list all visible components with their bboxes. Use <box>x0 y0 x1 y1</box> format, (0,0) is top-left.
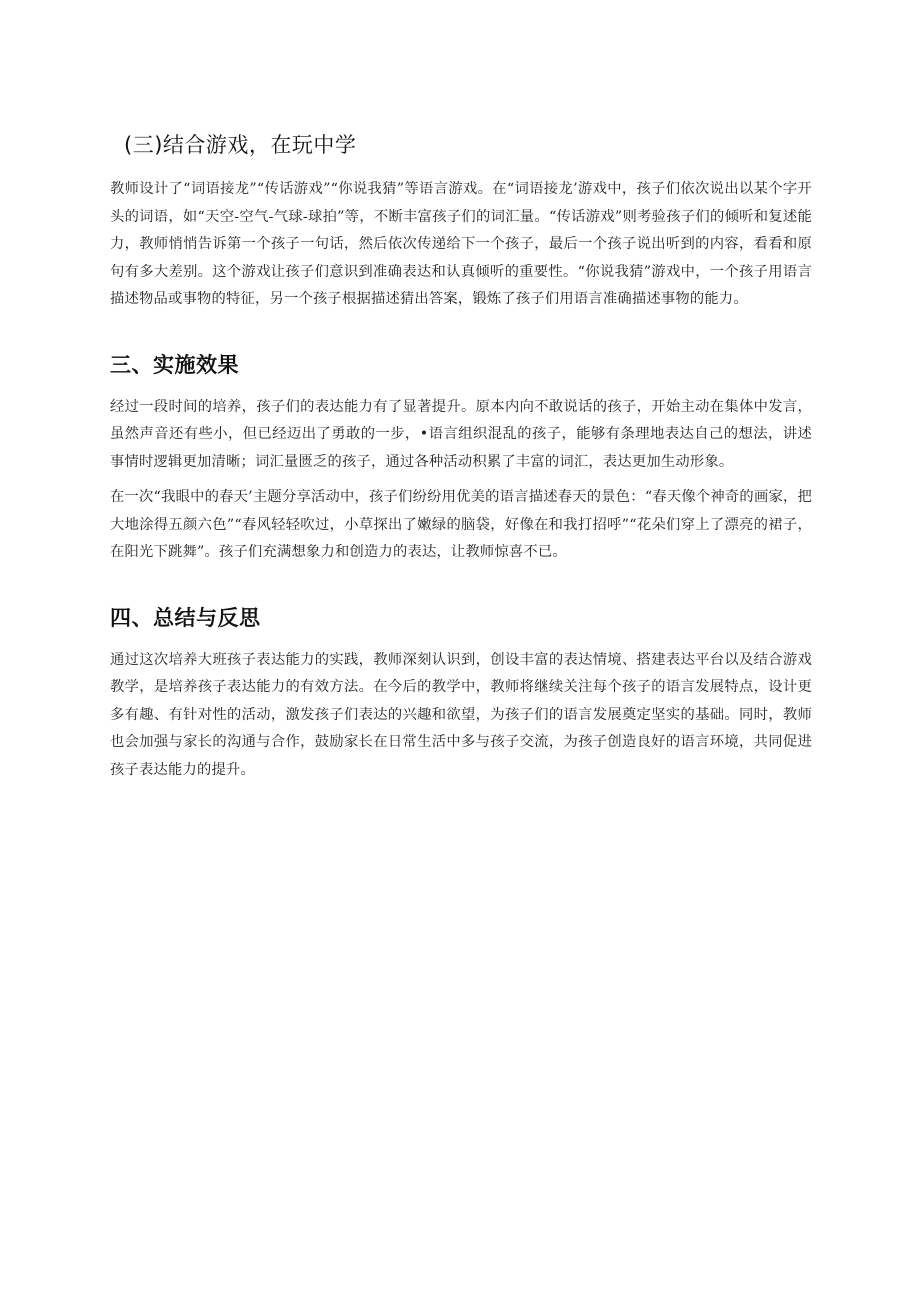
paragraph-spring-sharing: 在一次“我眼中的春天’主题分享活动中，孩子们纷纷用优美的语言描述春天的景色：“春天像个神奇的画家，把大地涂得五颜六色”“春风轻轻吹过，小草探出了嫩绿的脑袋，好像在和我打招呼”“花朵们穿上了漂亮的裙子，在阳光下跳舞”。孩子们充满想象力和创造力的表达，让教师惊喜不已。 <box>110 489 812 560</box>
paragraph-language-games: 教师设计了“词语接龙”“传话游戏”“你说我猜”等语言游戏。在“词语接龙’游戏中，孩子们依次说出以某个字开头的词语，如“天空-空气-气球-球拍”等，不断丰富孩子们的词汇量。“传话游戏”则考验孩子们的倾听和复述能力，教师悄悄告诉第一个孩子一句话，然后依次传递给下一个孩子，最后一个孩子说出听到的内容，看看和原句有多大差别。这个游戏让孩子们意识到准确表达和认真倾听的重要性。“你说我猜”游戏中，一个孩子用语言描述物品或事物的特征，另一个孩子根据描述猜出答案，锻炼了孩子们用语言准确描述事物的能力。 <box>110 181 812 307</box>
document-page <box>110 130 812 784</box>
section-heading-combine-games: (三)结合游戏，在玩中学 <box>124 133 357 157</box>
section-heading-implementation-effect: 三、实施效果 <box>110 352 239 377</box>
paragraph-summary: 通过这次培养大班孩子表达能力的实践，教师深刻认识到，创设丰富的表达情境、搭建表达平台以及结合游戏教学，是培养孩子表达能力的有效方法。在今后的教学中，教师将继续关注每个孩子的语言发展特点，设计更多有趣、有针对性的活动，激发孩子们表达的兴趣和欲望，为孩子们的语言发展奠定坚实的基础。同时，教师也会加强与家长的沟通与合作，鼓励家长在日常生活中多与孩子交流，为孩子创造良好的语言环境，共同促进孩子表达能力的提升。 <box>110 651 812 778</box>
section-heading-summary-reflection: 四、总结与反思 <box>110 605 261 630</box>
paragraph-expression-improvement: 经过一段时间的培养，孩子们的表达能力有了显著提升。原本内向不敢说话的孩子，开始主动在集体中发言，虽然声音还有些小，但已经迈出了勇敢的一步，•语言组织混乱的孩子，能够有条理地表达自己的想法，讲述事情时逻辑更加清晰；词汇量匮乏的孩子，通过各种活动积累了丰富的词汇，表达更加生动形象。 <box>110 398 812 470</box>
